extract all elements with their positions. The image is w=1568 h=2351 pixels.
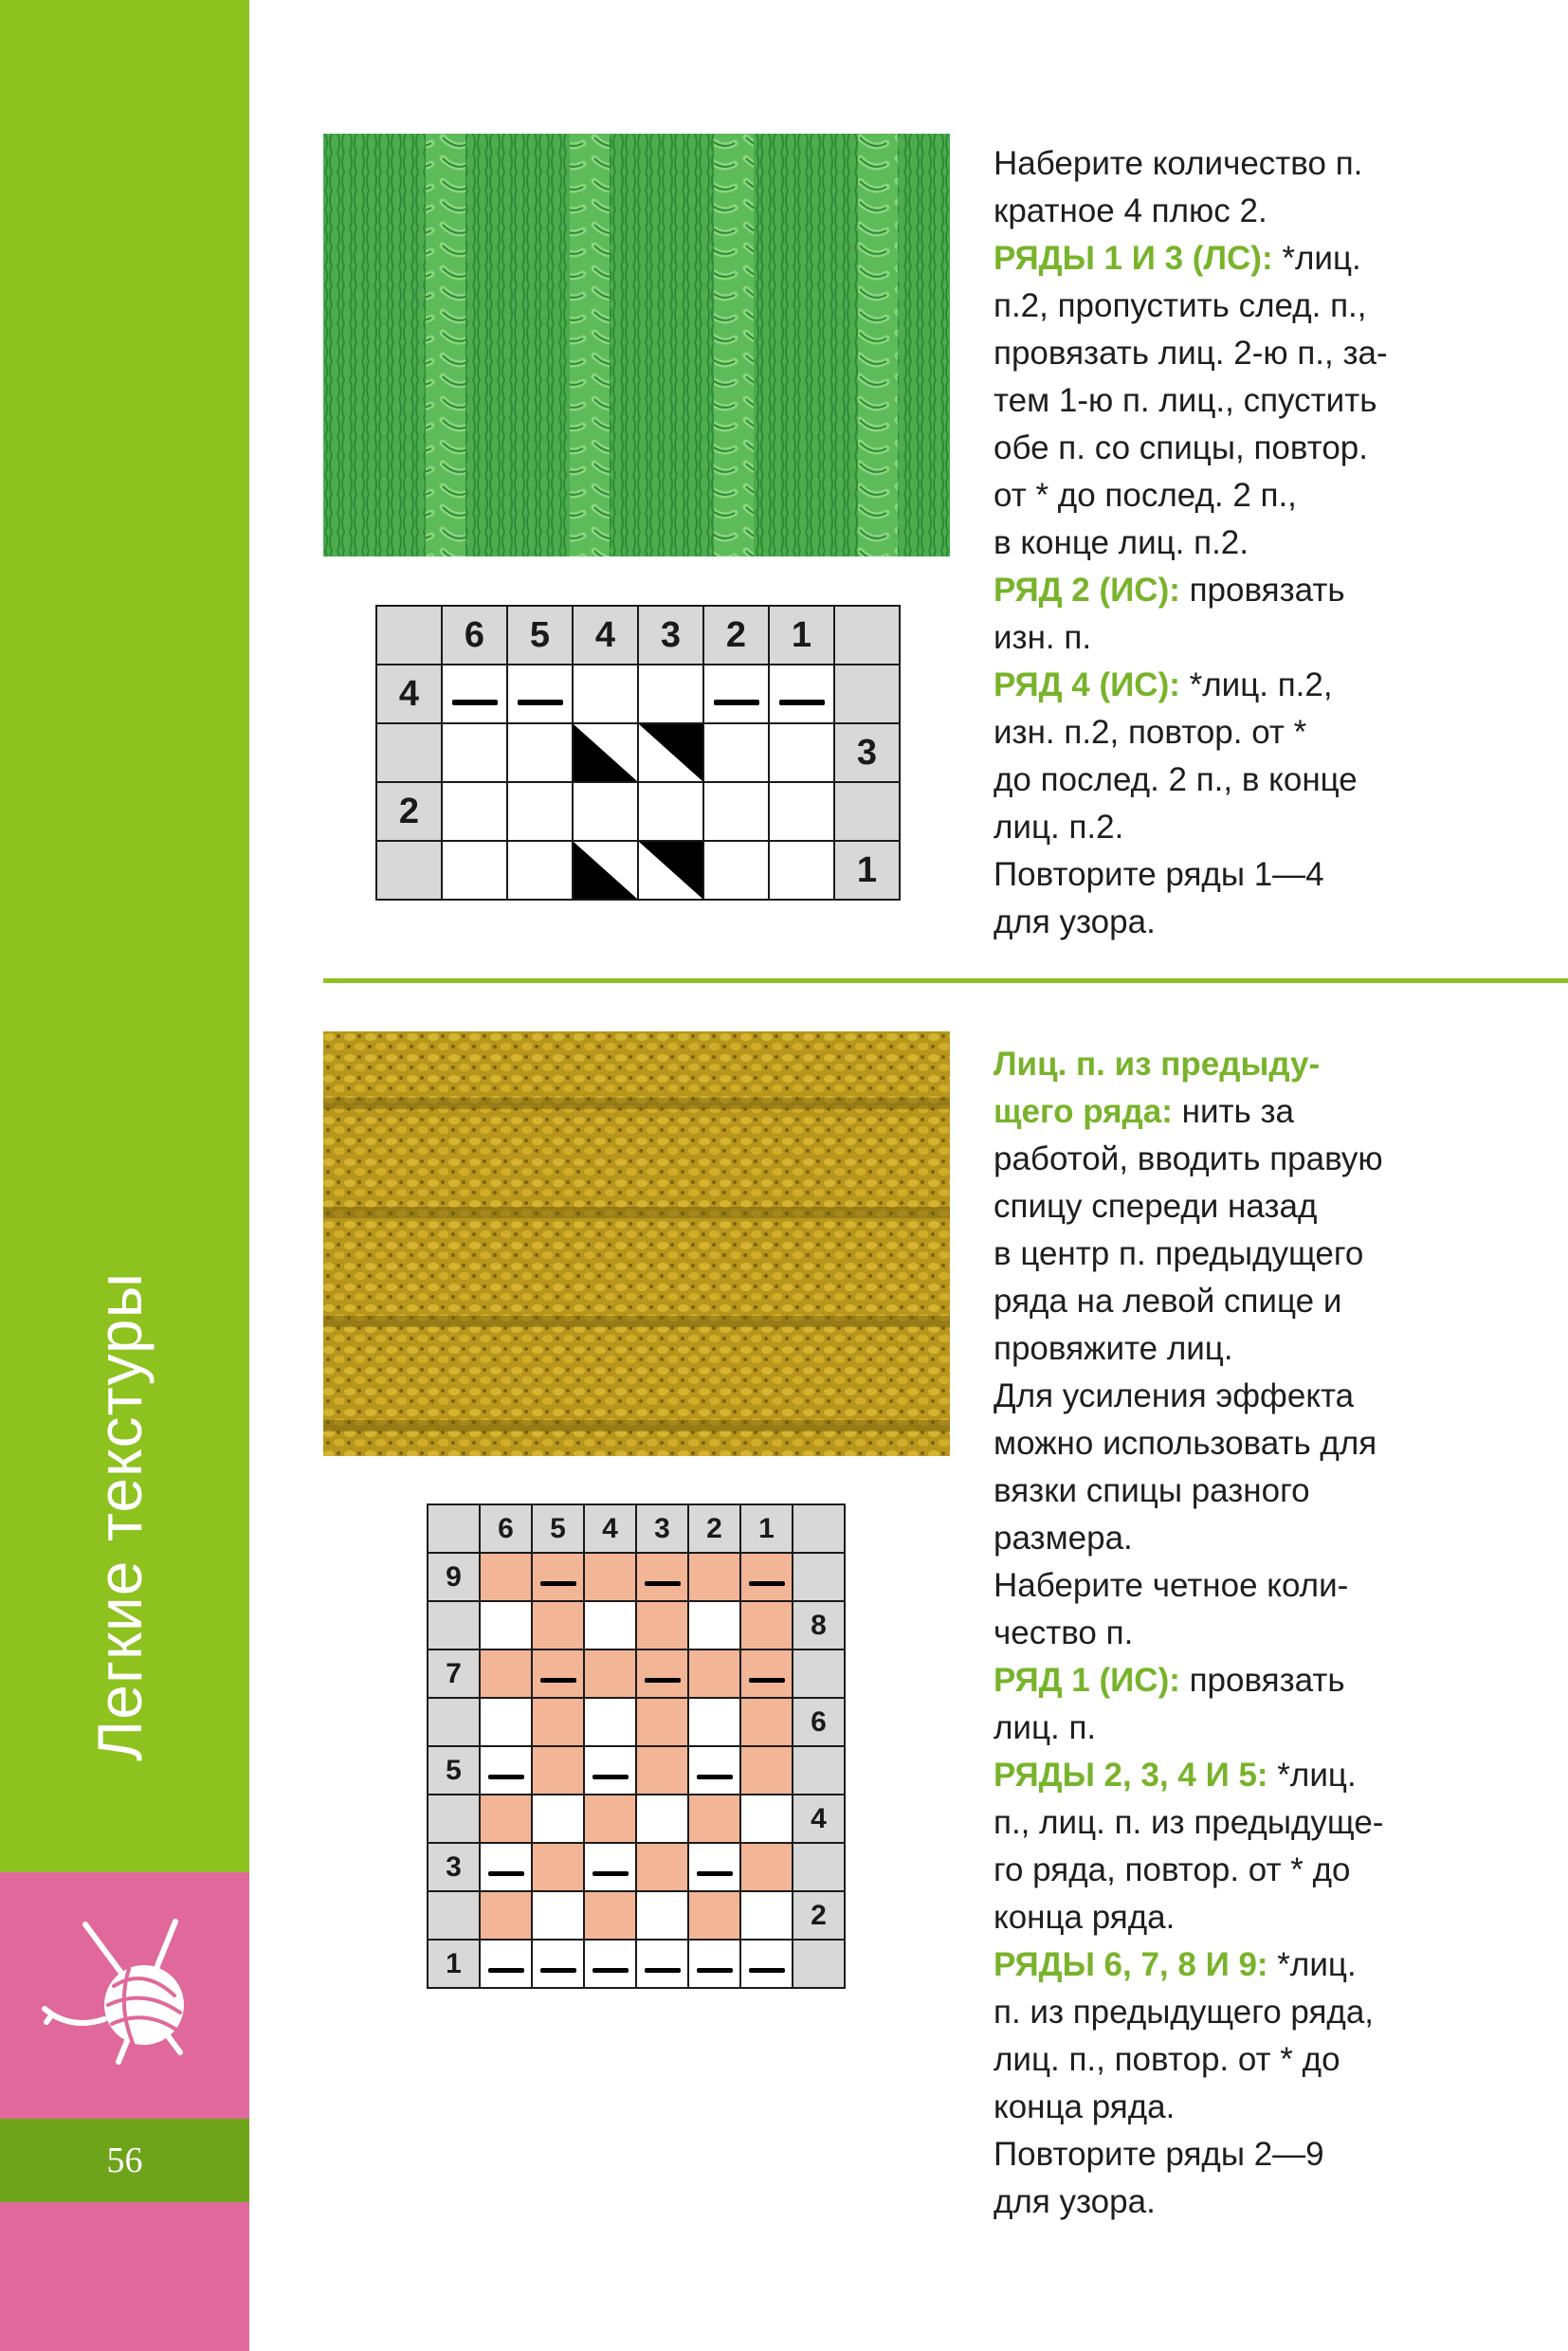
cross-left-symbol	[638, 723, 703, 782]
chart-cell	[703, 723, 769, 782]
chart-cell	[507, 723, 573, 782]
instruction-line	[994, 1041, 1524, 1088]
purl-symbol	[636, 1553, 688, 1601]
instruction-line: РЯД 4 (ИС): *лиц. п.2,	[994, 666, 1333, 703]
chart-cell	[532, 1601, 584, 1649]
chart-cell	[740, 1891, 793, 1940]
chart-row-number	[834, 782, 900, 841]
chart-col-header: 5	[507, 606, 573, 665]
chart-row-number	[834, 665, 900, 723]
instruction-line: Наберите четное коли-	[994, 1567, 1349, 1604]
chart-col-header: 6	[442, 606, 507, 665]
chart-cell	[507, 782, 573, 841]
chart-cell	[442, 841, 507, 900]
chart-cell	[532, 1891, 584, 1940]
chart-cell	[769, 841, 834, 900]
chart-cell	[638, 665, 703, 723]
purl-symbol	[740, 1940, 793, 1988]
purl-symbol	[740, 1553, 793, 1601]
purl-symbol	[688, 1746, 740, 1795]
instruction-line: обе п. со спицы, повтор.	[994, 429, 1368, 466]
instruction-line: кратное 4 плюс 2.	[994, 192, 1267, 229]
chart-cell	[740, 1746, 793, 1795]
chart-col-header: 5	[532, 1504, 584, 1553]
chart-cell	[636, 1843, 688, 1891]
chart-cell	[480, 1553, 532, 1601]
purl-symbol	[636, 1649, 688, 1698]
chart-cell	[769, 782, 834, 841]
chart-cell	[532, 1746, 584, 1795]
chart-cell	[532, 1698, 584, 1746]
chart-row-number: 4	[376, 665, 442, 723]
chart-row-number	[428, 1698, 480, 1746]
purl-symbol	[532, 1553, 584, 1601]
purl-symbol	[507, 665, 573, 723]
section-divider	[323, 978, 1568, 983]
instruction-line: лиц. п., повтор. от * до	[994, 2041, 1340, 2078]
purl-symbol	[532, 1649, 584, 1698]
instruction-line: лиц. п.2.	[994, 809, 1124, 846]
instruction-line: можно использовать для	[994, 1425, 1377, 1462]
chart-cell	[636, 1891, 688, 1940]
chart-cell	[584, 1891, 636, 1940]
instruction-line: конца ряда.	[994, 1899, 1176, 1936]
chart-cell	[480, 1795, 532, 1843]
chart-cell	[584, 1601, 636, 1649]
purl-symbol	[532, 1940, 584, 1988]
chart-corner	[793, 1504, 845, 1553]
chart-cell	[584, 1795, 636, 1843]
pattern1-chart	[375, 605, 901, 901]
chart-cell	[584, 1553, 636, 1601]
chart-cell	[636, 1746, 688, 1795]
chart-row-number	[793, 1553, 845, 1601]
chart-cell	[740, 1843, 793, 1891]
chart-cell	[688, 1795, 740, 1843]
instruction-line: до послед. 2 п., в конце	[994, 761, 1358, 798]
chart-cell	[636, 1698, 688, 1746]
purl-symbol	[584, 1746, 636, 1795]
green-knit-swatch-image	[323, 134, 950, 556]
instruction-line: в конце лиц. п.2.	[994, 524, 1249, 561]
chart-cell	[584, 1698, 636, 1746]
purl-symbol	[584, 1843, 636, 1891]
chart-cell	[636, 1795, 688, 1843]
purl-symbol	[442, 665, 507, 723]
chart-cell	[688, 1649, 740, 1698]
chart-cell	[740, 1601, 793, 1649]
instruction-line: размера.	[994, 1520, 1133, 1557]
chart-cell	[532, 1843, 584, 1891]
chart-row-number	[793, 1746, 845, 1795]
sidebar-bottom-band	[0, 2202, 249, 2351]
chart-row-number: 8	[793, 1601, 845, 1649]
instruction-line: го ряда, повтор. от * до	[994, 1851, 1351, 1888]
chart-cell	[480, 1891, 532, 1940]
term-label: щего ряда:	[994, 1093, 1173, 1130]
term-label: Лиц. п. из предыду-	[994, 1046, 1321, 1083]
instruction-line: п. из предыдущего ряда,	[994, 1994, 1375, 2031]
instruction-line: изн. п.	[994, 619, 1092, 656]
instruction-line: РЯДЫ 2, 3, 4 И 5: *лиц.	[994, 1757, 1357, 1794]
chart-corner	[376, 606, 442, 665]
chart-cell	[532, 1795, 584, 1843]
chart-col-header: 4	[573, 606, 638, 665]
chart-cell	[769, 723, 834, 782]
instruction-line: ряда на левой спице и	[994, 1283, 1342, 1320]
instruction-line: для узора.	[994, 903, 1156, 940]
chart-cell	[688, 1601, 740, 1649]
chart-cell	[688, 1553, 740, 1601]
chart-corner	[428, 1504, 480, 1553]
pattern2-instructions	[994, 1041, 1524, 2226]
chart-row-number: 1	[428, 1940, 480, 1988]
instruction-line: лиц. п.	[994, 1709, 1097, 1746]
cross-right-symbol	[573, 723, 638, 782]
instruction-line: РЯДЫ 6, 7, 8 И 9: *лиц.	[994, 1946, 1357, 1983]
chart-col-header: 6	[480, 1504, 532, 1553]
chart-row-number	[793, 1649, 845, 1698]
row-label: РЯДЫ 2, 3, 4 И 5:	[994, 1757, 1268, 1794]
chart-row-number: 1	[834, 841, 900, 900]
chart-row-number: 3	[834, 723, 900, 782]
chart-row-number	[793, 1940, 845, 1988]
row-label: РЯД 1 (ИС):	[994, 1662, 1180, 1699]
chart-row-number	[793, 1843, 845, 1891]
chart-cell	[507, 841, 573, 900]
purl-symbol	[740, 1649, 793, 1698]
cross-right-symbol	[573, 841, 638, 900]
instruction-line: конца ряда.	[994, 2088, 1176, 2125]
chart-col-header: 3	[638, 606, 703, 665]
chart-row-number: 2	[793, 1891, 845, 1940]
chart-cell	[442, 782, 507, 841]
row-label: РЯД 2 (ИС):	[994, 572, 1180, 609]
chart-col-header: 3	[636, 1504, 688, 1553]
chart-row-number: 3	[428, 1843, 480, 1891]
purl-symbol	[480, 1843, 532, 1891]
chart-cell	[480, 1698, 532, 1746]
chart-cell	[740, 1795, 793, 1843]
chart-cell	[480, 1601, 532, 1649]
purl-symbol	[769, 665, 834, 723]
instruction-line: спицу спереди назад	[994, 1188, 1318, 1225]
purl-symbol	[636, 1940, 688, 1988]
instruction-line: работой, вводить правую	[994, 1140, 1383, 1177]
instruction-line: РЯД 2 (ИС): провязать	[994, 572, 1345, 609]
instruction-line: Повторите ряды 1—4	[994, 856, 1324, 893]
chart-cell	[703, 782, 769, 841]
yarn-ball-needles-icon	[38, 1910, 218, 2086]
chart-row-number: 6	[793, 1698, 845, 1746]
purl-symbol	[688, 1843, 740, 1891]
chart-col-header: 4	[584, 1504, 636, 1553]
row-label: РЯДЫ 6, 7, 8 И 9:	[994, 1946, 1268, 1983]
page-number: 56	[106, 2141, 143, 2180]
chart-cell	[688, 1698, 740, 1746]
pattern1-instructions	[994, 140, 1524, 946]
instruction-line: РЯДЫ 1 И 3 (ЛС): *лиц.	[994, 240, 1361, 277]
chart-col-header: 1	[740, 1504, 793, 1553]
chart-row-number: 7	[428, 1649, 480, 1698]
instruction-line: чество п.	[994, 1614, 1134, 1651]
instruction-line: Для усиления эффекта	[994, 1377, 1355, 1414]
cross-left-symbol	[638, 841, 703, 900]
instruction-line: тем 1-ю п. лиц., спустить	[994, 382, 1377, 419]
chart-cell	[703, 841, 769, 900]
chart-row-number	[428, 1795, 480, 1843]
chart-row-number	[376, 723, 442, 782]
chart-cell	[638, 782, 703, 841]
chart-cell	[442, 723, 507, 782]
row-label: РЯДЫ 1 И 3 (ЛС):	[994, 240, 1273, 277]
instruction-line: Повторите ряды 2—9	[994, 2136, 1324, 2173]
section-title: Легкие текстуры	[84, 1271, 155, 1762]
chart-row-number	[376, 841, 442, 900]
pattern2-chart	[427, 1504, 846, 1989]
instruction-line: изн. п.2, повтор. от *	[994, 714, 1307, 751]
purl-symbol	[584, 1940, 636, 1988]
chart-corner	[834, 606, 900, 665]
purl-symbol	[480, 1746, 532, 1795]
instruction-line: п., лиц. п. из предыдуще-	[994, 1804, 1384, 1841]
chart-col-header: 2	[688, 1504, 740, 1553]
instruction-line: в центр п. предыдущего	[994, 1235, 1364, 1272]
chart-row-number: 4	[793, 1795, 845, 1843]
chart-cell	[740, 1698, 793, 1746]
chart-cell	[636, 1601, 688, 1649]
chart-cell	[480, 1649, 532, 1698]
chart-cell	[584, 1649, 636, 1698]
instruction-line: Наберите количество п.	[994, 145, 1363, 182]
chart-row-number: 9	[428, 1553, 480, 1601]
chart-row-number: 2	[376, 782, 442, 841]
instruction-line: для узора.	[994, 2183, 1156, 2220]
instruction-line: п.2, пропустить след. п.,	[994, 287, 1367, 324]
mustard-knit-swatch-image	[323, 1031, 950, 1456]
chart-row-number: 5	[428, 1746, 480, 1795]
chart-cell	[688, 1891, 740, 1940]
instruction-line: щего ряда: нить за	[994, 1093, 1295, 1130]
chart-col-header: 1	[769, 606, 834, 665]
instruction-line: от * до послед. 2 п.,	[994, 477, 1297, 514]
chart-cell	[573, 782, 638, 841]
instruction-line: провяжите лиц.	[994, 1330, 1233, 1367]
chart-cell	[573, 665, 638, 723]
chart-row-number	[428, 1601, 480, 1649]
row-label: РЯД 4 (ИС):	[994, 666, 1180, 703]
instruction-line: РЯД 1 (ИС): провязать	[994, 1662, 1345, 1699]
chart-row-number	[428, 1891, 480, 1940]
instruction-line: вязки спицы разного	[994, 1472, 1310, 1509]
instruction-line: провязать лиц. 2-ю п., за-	[994, 335, 1388, 372]
purl-symbol	[703, 665, 769, 723]
purl-symbol	[480, 1940, 532, 1988]
purl-symbol	[688, 1940, 740, 1988]
chart-col-header: 2	[703, 606, 769, 665]
